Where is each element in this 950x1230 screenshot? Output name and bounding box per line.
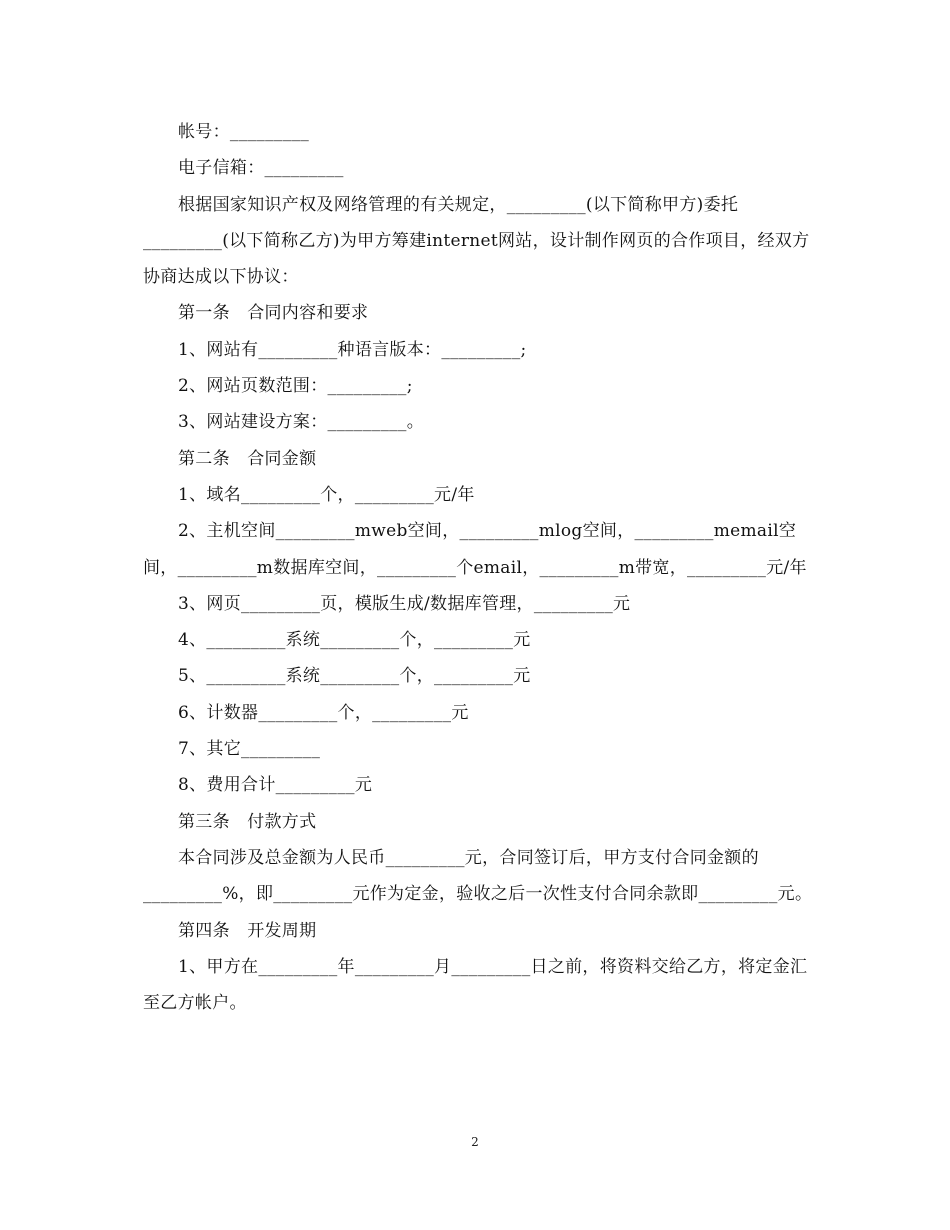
article-2-item-3: 3、网页_________页，模版生成/数据库管理，_________元: [178, 593, 631, 614]
article-1-item-1: 1、网站有_________种语言版本：_________;: [178, 339, 527, 360]
article-2-heading: 第二条 合同金额: [178, 448, 317, 469]
account-line: 帐号：_________: [178, 122, 310, 142]
article-1-item-2: 2、网站页数范围：_________;: [178, 376, 413, 397]
article-1-item-3: 3、网站建设方案：_________。: [178, 412, 425, 433]
article-3-paragraph: 本合同涉及总金额为人民币_________元，合同签订后，甲方支付合同金额的_________%，即_________元作为定金，验收之后一次性支付合同余款即_________元。: [143, 847, 813, 905]
intro-paragraph: 根据国家知识产权及网络管理的有关规定，_________(以下简称甲方)委托_________(以下简称乙方)为甲方筹建internet网站，设计制作网页的合作项目，经双方协商达成以下协议：: [143, 194, 810, 288]
article-2-item-5: 5、_________系统_________个，_________元: [178, 666, 531, 687]
page-number: 2: [471, 1135, 479, 1149]
article-4-heading: 第四条 开发周期: [178, 920, 317, 941]
article-2-item-8: 8、费用合计_________元: [178, 775, 373, 796]
email-line: 电子信箱：_________: [178, 158, 344, 179]
article-2-item-4: 4、_________系统_________个，_________元: [178, 630, 531, 651]
article-3-heading: 第三条 付款方式: [178, 811, 317, 832]
article-2-item-2: 2、主机空间_________mweb空间，_________mlog空间，_________memail空间，_________m数据库空间，_________个email，_________m带宽，_________元/年: [143, 521, 807, 578]
article-2-item-7: 7、其它_________: [178, 739, 321, 760]
article-2-item-1: 1、域名_________个，_________元/年: [178, 484, 475, 505]
article-4-item-1: 1、甲方在_________年_________月_________日之前，将资料交给乙方，将定金汇至乙方帐户。: [143, 956, 808, 1014]
article-1-heading: 第一条 合同内容和要求: [178, 303, 369, 324]
article-2-item-6: 6、计数器_________个，_________元: [178, 702, 469, 723]
contract-body: [143, 114, 813, 1021]
